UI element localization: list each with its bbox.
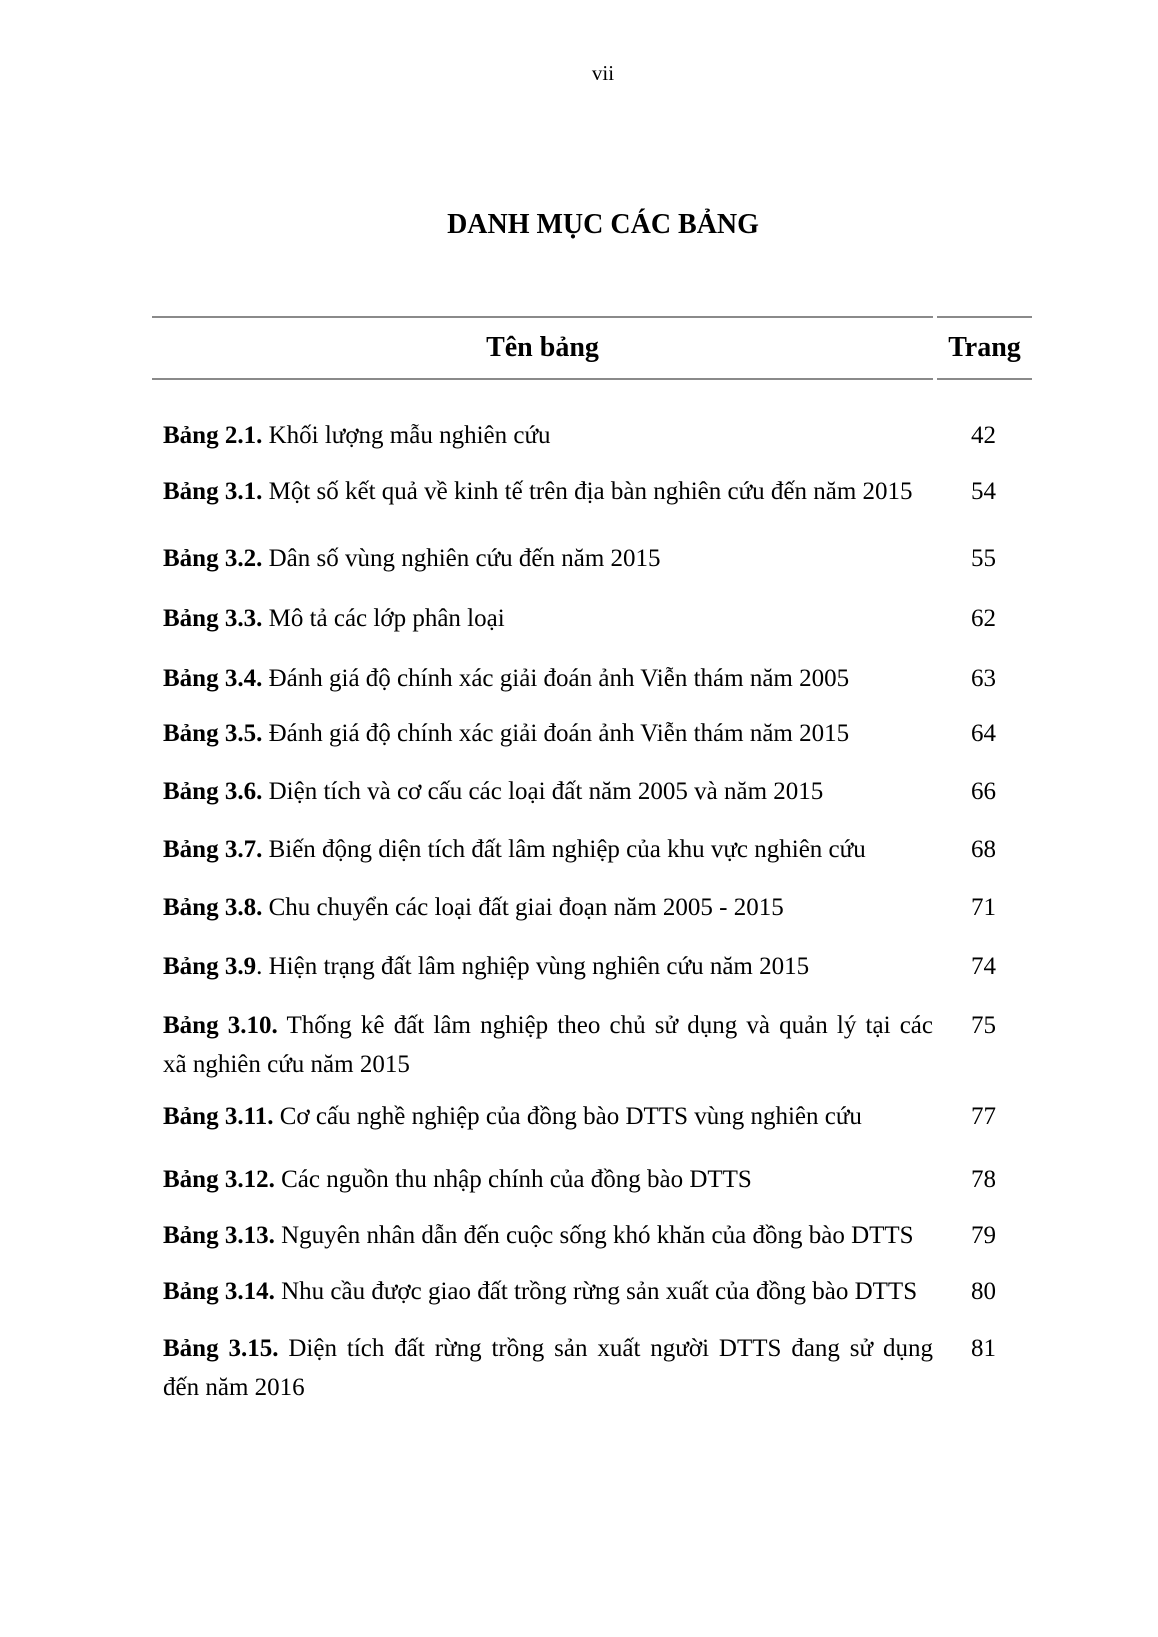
column-header-table-name: Tên bảng: [152, 316, 933, 380]
table-label: Bảng 3.1.: [163, 478, 263, 505]
row-entry: [152, 659, 936, 698]
row-entry-line1: [163, 1216, 933, 1255]
table-title: Dân số vùng nghiên cứu đến năm 2015: [262, 545, 661, 572]
row-entry-line1: [163, 1329, 933, 1368]
row-entry: [152, 947, 936, 986]
table-label: Bảng 3.5.: [163, 720, 263, 747]
table-row: [152, 1329, 1032, 1407]
row-entry-line1: [163, 472, 933, 511]
row-entry: [152, 830, 936, 869]
table-title: Diện tích đất rừng trồng sản xuất người DTTS đang sử dụng: [278, 1335, 933, 1362]
row-entry-line1: [163, 1160, 933, 1199]
table-label: Bảng 2.1.: [163, 422, 263, 449]
row-entry-line1: [163, 772, 933, 811]
row-entry-line1: [163, 416, 933, 455]
table-title: Nhu cầu được giao đất trồng rừng sản xuất của đồng bào DTTS: [274, 1278, 918, 1305]
table-title: . Hiện trạng đất lâm nghiệp vùng nghiên cứu năm 2015: [256, 953, 810, 980]
row-entry-line1: [163, 888, 933, 927]
row-entry-line1: [163, 1006, 933, 1045]
table-row: [152, 1272, 1032, 1311]
row-entry-line1: [163, 714, 933, 753]
table-label: Bảng 3.3.: [163, 605, 263, 632]
table-label: Bảng 3.14.: [163, 1278, 275, 1305]
page-ref: 75: [971, 1012, 996, 1039]
table-row: [152, 1006, 1032, 1084]
row-entry-line1: [163, 830, 933, 869]
row-entry: [152, 714, 936, 753]
page-ref: 62: [971, 605, 996, 632]
page-ref: 78: [971, 1166, 996, 1193]
page-ref: 66: [971, 778, 996, 805]
table-label: Bảng 3.11.: [163, 1103, 274, 1130]
page-ref: 74: [971, 953, 996, 980]
table-row: [152, 830, 1032, 869]
table-title: Đánh giá độ chính xác giải đoán ảnh Viễn thám năm 2005: [262, 665, 850, 692]
row-entry: [152, 1216, 936, 1255]
page-ref: 80: [971, 1278, 996, 1305]
row-entry-line1: [163, 659, 933, 698]
table-label: Bảng 3.4.: [163, 665, 263, 692]
table-title: Nguyên nhân dẫn đến cuộc sống khó khăn của đồng bào DTTS: [274, 1222, 914, 1249]
page-title: DANH MỤC CÁC BẢNG: [447, 209, 759, 240]
row-entry-line1: [163, 539, 933, 578]
row-entry: [152, 1272, 936, 1311]
row-entry: [152, 539, 936, 578]
row-entry: [152, 599, 936, 638]
table-label: Bảng 3.9: [163, 953, 257, 980]
table-row: [152, 714, 1032, 753]
row-entry: [152, 1006, 936, 1084]
table-title: Khối lượng mẫu nghiên cứu: [262, 422, 551, 449]
page-ref: 71: [971, 894, 996, 921]
table-row: [152, 947, 1032, 986]
table-label: Bảng 3.6.: [163, 778, 263, 805]
row-entry: [152, 416, 936, 455]
page-ref: 63: [971, 665, 996, 692]
table-rows: [152, 416, 1032, 1407]
table-title-continuation: đến năm 2016: [163, 1374, 305, 1401]
page-ref: 68: [971, 836, 996, 863]
table-row: [152, 1160, 1032, 1199]
table-row: [152, 1216, 1032, 1255]
table-row: [152, 539, 1032, 578]
row-entry: [152, 888, 936, 927]
table-title: Cơ cấu nghề nghiệp của đồng bào DTTS vùng nghiên cứu: [273, 1103, 862, 1130]
table-title: Chu chuyển các loại đất giai đoạn năm 2005 - 2015: [262, 894, 784, 921]
page-ref: 42: [971, 422, 996, 449]
page-ref: 54: [971, 478, 996, 505]
page-ref: 55: [971, 545, 996, 572]
table-row: [152, 416, 1032, 455]
table-title: Biến động diện tích đất lâm nghiệp của khu vực nghiên cứu: [262, 836, 866, 863]
table-title: Các nguồn thu nhập chính của đồng bào DTTS: [274, 1166, 752, 1193]
column-header-page: Trang: [937, 316, 1032, 380]
table-title: Thống kê đất lâm nghiệp theo chủ sử dụng và quản lý tại các: [277, 1012, 933, 1039]
table-title: Diện tích và cơ cấu các loại đất năm 2005 và năm 2015: [262, 778, 824, 805]
row-entry-line1: [163, 1272, 933, 1311]
page-ref: 81: [971, 1335, 996, 1362]
table-label: Bảng 3.10.: [163, 1012, 278, 1039]
table-row: [152, 1097, 1032, 1136]
page-number: vii: [591, 61, 615, 85]
table-title: Một số kết quả về kinh tế trên địa bàn nghiên cứu đến năm 2015: [262, 478, 913, 505]
table-title: Mô tả các lớp phân loại: [262, 605, 505, 632]
row-entry-line1: [163, 599, 933, 638]
row-entry: [152, 772, 936, 811]
table-row: [152, 772, 1032, 811]
row-entry-line1: [163, 947, 933, 986]
table-label: Bảng 3.15.: [163, 1335, 279, 1362]
table-label: Bảng 3.7.: [163, 836, 263, 863]
page-ref: 64: [971, 720, 996, 747]
table-row: [152, 888, 1032, 927]
row-entry: [152, 1097, 936, 1136]
table-row: [152, 659, 1032, 698]
table-label: Bảng 3.12.: [163, 1166, 275, 1193]
row-entry-line1: [163, 1097, 933, 1136]
page-ref: 79: [971, 1222, 996, 1249]
page-ref: 77: [971, 1103, 996, 1130]
table-title-continuation: xã nghiên cứu năm 2015: [163, 1051, 410, 1078]
table-row: [152, 472, 1032, 511]
row-entry: [152, 1160, 936, 1199]
table-title: Đánh giá độ chính xác giải đoán ảnh Viễn thám năm 2015: [262, 720, 850, 747]
row-entry: [152, 1329, 936, 1407]
table-row: [152, 599, 1032, 638]
list-of-tables: [152, 316, 1032, 1407]
table-label: Bảng 3.13.: [163, 1222, 275, 1249]
row-entry: [152, 472, 936, 511]
table-label: Bảng 3.8.: [163, 894, 263, 921]
table-label: Bảng 3.2.: [163, 545, 263, 572]
table-header-row: [152, 316, 1032, 380]
